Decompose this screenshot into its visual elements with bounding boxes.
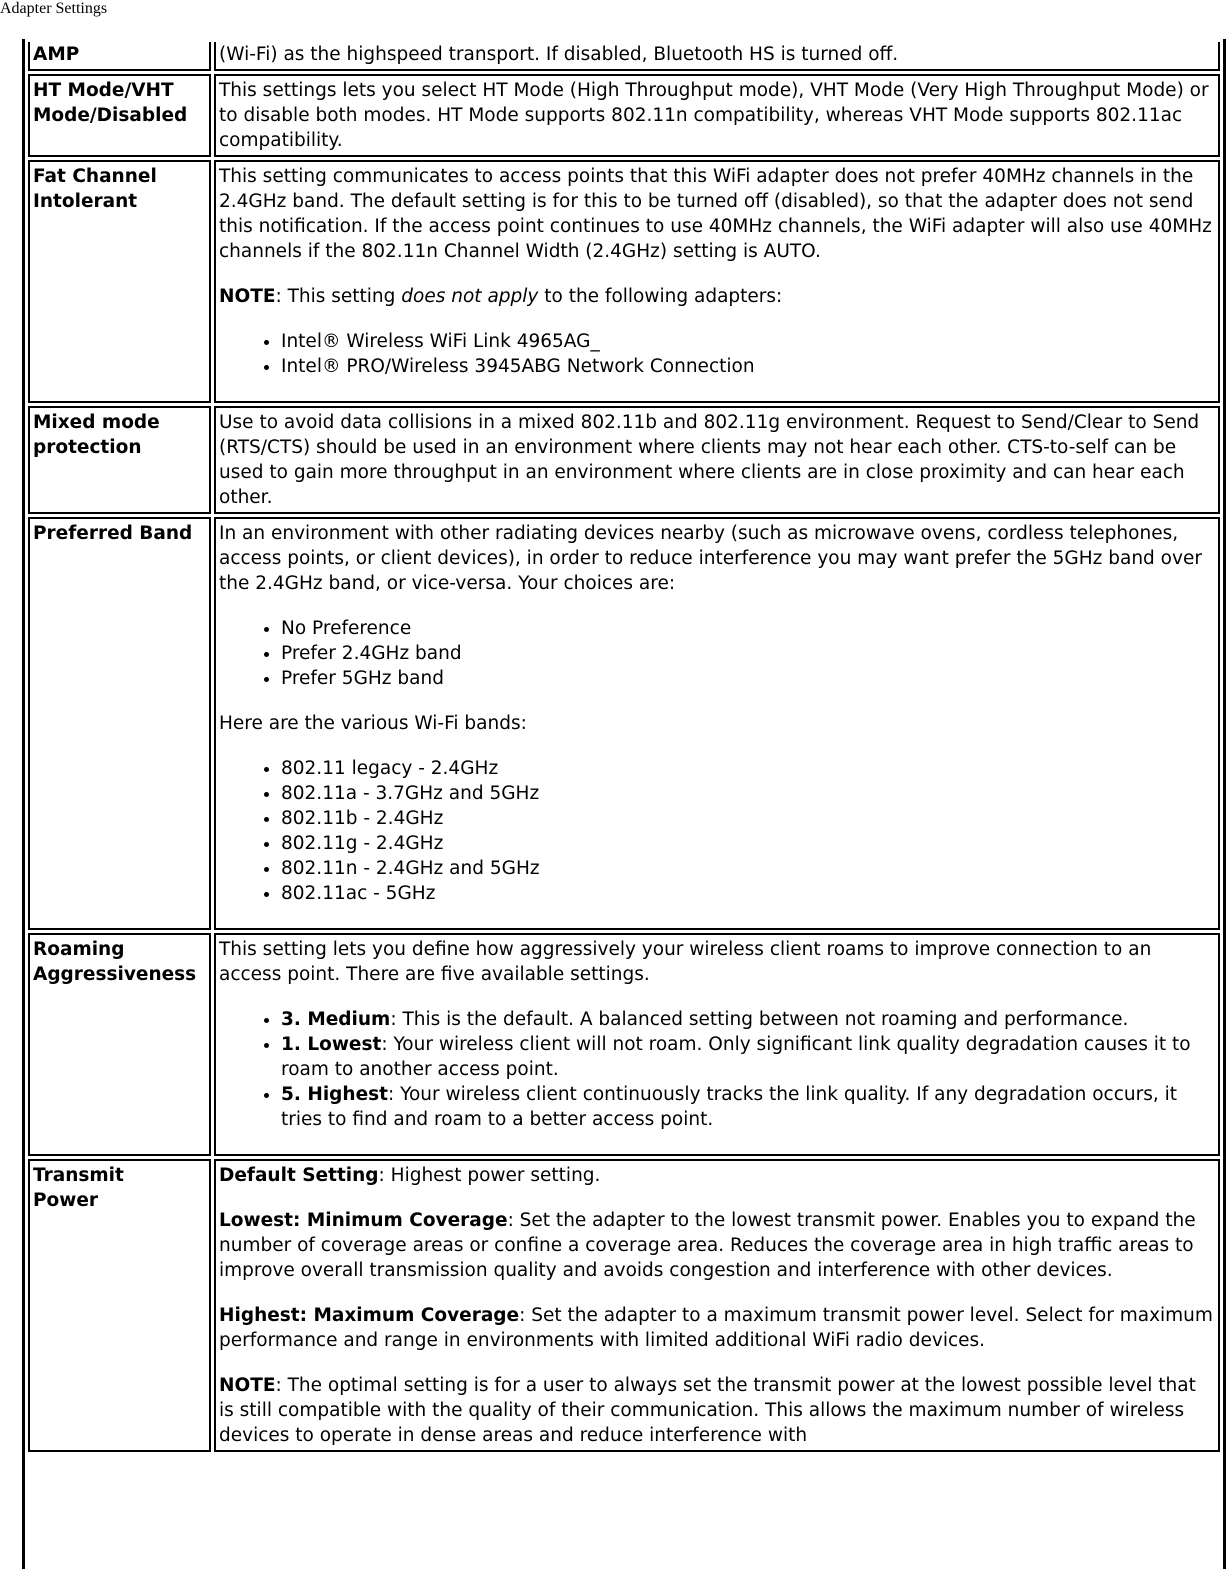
list-item [281,1032,1215,1082]
note-label: NOTE [219,1375,276,1396]
table-row-preferred-band [28,517,1220,930]
setting-name [28,160,211,403]
description-text: Use to avoid data collisions in a mixed 802.11b and 802.11g environment. Request to Send/Clear to Send (RTS/CTS) should be used in an environment where clients may not hear each other. CTS-to-self can be used to gain more throughput in an environment where clients are in close proximity and can hear each other. [219,412,1200,508]
note-text: : The optimal setting is for a user to always set the transmit power at the lowest possible level that is still compatible with the quality of their communication. This allows the maximum number of wireless devices to operate in dense areas and reduce interference with [219,1375,1196,1446]
note-emphasis: does not apply [401,286,539,307]
list-item [281,1007,1215,1032]
table-row-transmit-power [28,1159,1220,1452]
settings-table [25,39,1223,1455]
setting-name [28,406,211,514]
band-choice-list [219,616,1215,691]
description-text: (Wi-Fi) as the highspeed transport. If disabled, Bluetooth HS is turned off. [219,44,899,65]
setting-name-line-1: Roaming [33,939,125,960]
description-text: This setting communicates to access points that this WiFi adapter does not prefer 40MHz channels in the 2.4GHz band. The default setting is for this to be turned off (disabled), so that the adapter does not send this notification. If the access point continues to use 40MHz channels, the WiFi adapter will also use 40MHz channels if the 802.11n Channel Width (2.4GHz) setting is AUTO. [219,166,1212,262]
setting-name-line-1: Mixed mode [33,412,160,433]
setting-name-label: Preferred Band [33,523,193,544]
setting-name-label: AMP [33,44,80,65]
list-item: • Intel® Wireless WiFi Link 4965AG_ [281,329,1215,354]
note-paragraph [219,1373,1215,1448]
level-text: : This is the default. A balanced setting between not roaming and performance. [390,1009,1129,1030]
page-header-title: Adapter Settings [0,0,108,17]
list-item: • 802.11n - 2.4GHz and 5GHz [281,856,1215,881]
note-text-end: to the following adapters: [538,286,783,307]
description-text: This settings lets you select HT Mode (High Throughput mode), VHT Mode (Very High Throughput Mode) or to disable both modes. HT Mode supports 802.11n compatibility, whereas VHT Mode supports 802.11ac compatibility. [219,80,1209,151]
default-setting-paragraph [219,1163,1215,1188]
setting-name-line-2: Power [33,1190,99,1211]
table-row-ht-mode [28,74,1220,157]
default-setting-label: Default Setting [219,1165,379,1186]
lowest-coverage-paragraph [219,1208,1215,1283]
list-item: • 802.11g - 2.4GHz [281,831,1215,856]
setting-name-line-1: HT Mode/VHT [33,80,174,101]
note-paragraph [219,284,1215,309]
level-text: : Your wireless client will not roam. Only significant link quality degradation causes it to roam to another access point. [281,1034,1191,1080]
list-item: • No Preference [281,616,1215,641]
note-label: NOTE [219,286,276,307]
setting-description [214,160,1220,403]
table-row-fat-channel [28,160,1220,403]
wifi-band-list [219,756,1215,906]
note-text-start: : This setting [275,286,402,307]
list-item: • 802.11ac - 5GHz [281,881,1215,906]
list-item: • Prefer 5GHz band [281,666,1215,691]
table-row-amp [28,42,1220,71]
adapter-list [219,329,1215,379]
setting-name-line-1: Fat Channel [33,166,157,187]
level-label: 5. Highest [281,1084,388,1105]
setting-name-line-1: Transmit [33,1165,124,1186]
setting-name [28,1159,211,1452]
level-label: 1. Lowest [281,1034,382,1055]
list-item: • 802.11 legacy - 2.4GHz [281,756,1215,781]
bands-intro: Here are the various Wi-Fi bands: [219,713,527,734]
setting-name [28,517,211,930]
setting-name-line-2: Mode/Disabled [33,105,188,126]
setting-name [28,42,211,71]
highest-coverage-text: : Set the adapter to a maximum transmit power level. Select for maximum performance and range in environments with limited additional WiFi radio devices. [219,1305,1213,1351]
list-item: • Intel® PRO/Wireless 3945ABG Network Connection [281,354,1215,379]
setting-description [214,42,1220,71]
level-text: : Your wireless client continuously tracks the link quality. If any degradation occurs, it tries to find and roam to a better access point. [281,1084,1177,1130]
table-row-mixed-mode [28,406,1220,514]
settings-table-container [22,39,1226,1569]
list-item: • 802.11b - 2.4GHz [281,806,1215,831]
setting-description [214,74,1220,157]
default-setting-text: : Highest power setting. [378,1165,601,1186]
description-text: In an environment with other radiating devices nearby (such as microwave ovens, cordless telephones, access points, or client devices), in order to reduce interference you may want prefer the 5GHz band over the 2.4GHz band, or vice-versa. Your choices are: [219,523,1202,594]
setting-name-line-2: Intolerant [33,191,138,212]
setting-description [214,1159,1220,1452]
list-item: • Prefer 2.4GHz band [281,641,1215,666]
setting-name [28,74,211,157]
lowest-coverage-label: Lowest: Minimum Coverage [219,1210,508,1231]
setting-description [214,406,1220,514]
setting-name [28,933,211,1156]
description-text: This setting lets you define how aggressively your wireless client roams to improve connection to an access point. There are five available settings. [219,939,1152,985]
highest-coverage-label: Highest: Maximum Coverage [219,1305,520,1326]
setting-name-line-2: Aggressiveness [33,964,197,985]
list-item: • 802.11a - 3.7GHz and 5GHz [281,781,1215,806]
table-row-roaming [28,933,1220,1156]
list-item [281,1082,1215,1132]
level-label: 3. Medium [281,1009,391,1030]
highest-coverage-paragraph [219,1303,1215,1353]
roaming-level-list [219,1007,1215,1132]
setting-name-line-2: protection [33,437,142,458]
lowest-coverage-text: : Set the adapter to the lowest transmit power. Enables you to expand the number of coverage areas or confine a coverage area. Reduces the coverage area in high traffic areas to improve overall transmission quality and avoids congestion and interference with other devices. [219,1210,1196,1281]
setting-description [214,517,1220,930]
setting-description [214,933,1220,1156]
